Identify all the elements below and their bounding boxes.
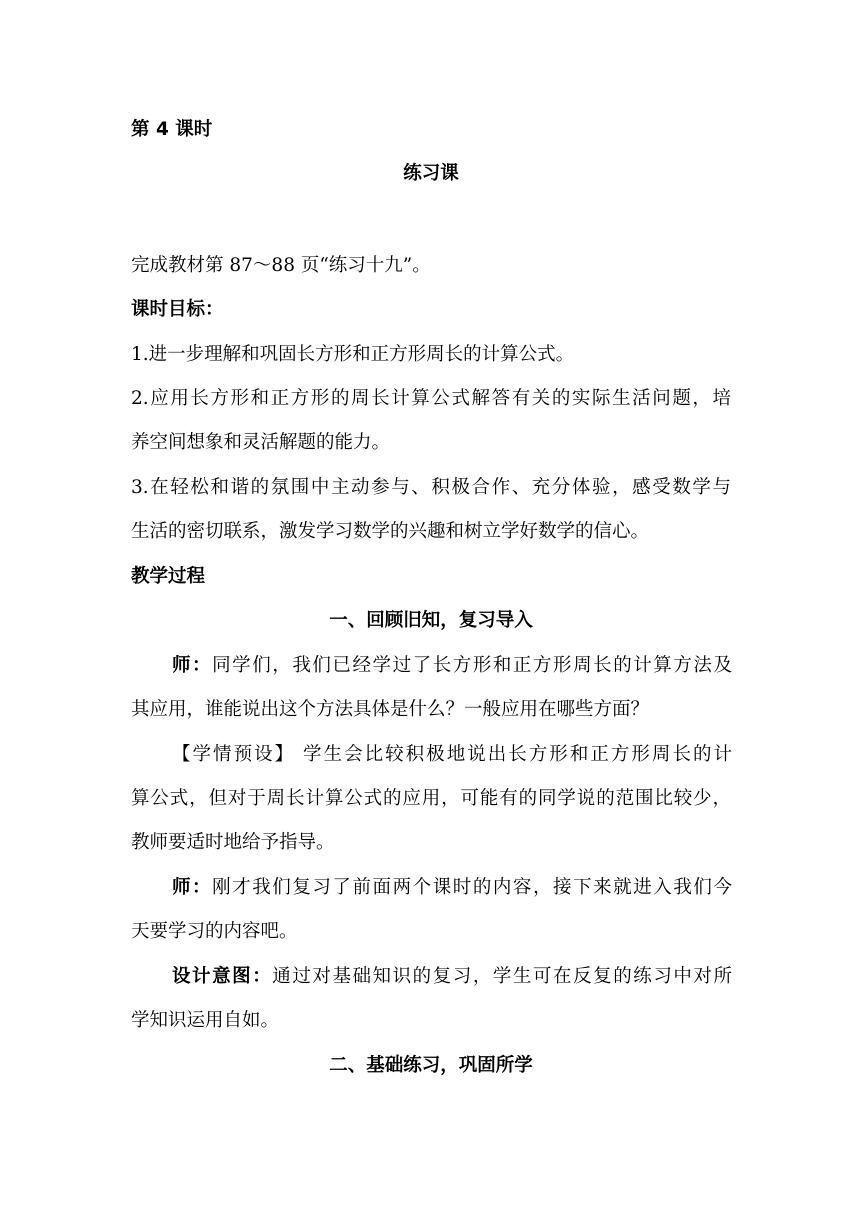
lesson-content: 完成教材第 87～88 页“练习十九”。: [131, 255, 431, 276]
teacher-text: 同学们，我们已经学过了长方形和正方形周长的计算方法及: [212, 655, 732, 676]
teacher-paragraph-2-line-1: [172, 875, 732, 901]
teacher-label: 师：: [172, 655, 213, 676]
teacher-paragraph-2-line-2: 天要学习的内容吧。: [131, 921, 298, 942]
teacher-label: 师：: [172, 877, 213, 898]
objective-item-1: 1.进一步理解和巩固长方形和正方形周长的计算公式。: [131, 344, 575, 365]
objective-item-2-line-2: 养空间想象和灵活解题的能力。: [131, 432, 391, 453]
teacher-paragraph-1-line-1: [172, 653, 732, 679]
design-label: 设计意图：: [172, 966, 273, 987]
preset-label: 【学情预设】: [172, 744, 296, 765]
lesson-title: 练习课: [403, 163, 459, 184]
preset-paragraph-line-2: 算公式，但对于周长计算公式的应用，可能有的同学说的范围比较少，: [131, 788, 731, 809]
section-1-title: 一、回顾旧知，复习导入: [329, 610, 533, 631]
teacher-text: 刚才我们复习了前面两个课时的内容，接下来就进入我们今: [212, 877, 732, 898]
preset-text: 学生会比较积极地说出长方形和正方形周长的计: [295, 744, 732, 765]
teacher-paragraph-1-line-2: 其应用，谁能说出这个方法具体是什么？一般应用在哪些方面？: [131, 699, 650, 720]
section-2-title: 二、基础练习，巩固所学: [329, 1055, 533, 1076]
design-paragraph-line-2: 学知识运用自如。: [131, 1010, 280, 1031]
design-paragraph-line-1: [172, 964, 732, 990]
lesson-number: 第 4 课时: [131, 119, 213, 140]
design-text: 通过对基础知识的复习，学生可在反复的练习中对所: [272, 966, 732, 987]
process-heading: 教学过程: [131, 566, 206, 587]
objective-item-3-line-2: 生活的密切联系，激发学习数学的兴趣和树立学好数学的信心。: [131, 521, 650, 542]
objective-item-2-line-1: 2.应用长方形和正方形的周长计算公式解答有关的实际生活问题，培: [131, 388, 731, 409]
preset-paragraph-line-1: [172, 742, 732, 768]
objectives-heading: 课时目标：: [131, 299, 224, 320]
objective-item-3-line-1: 3.在轻松和谐的氛围中主动参与、积极合作、充分体验，感受数学与: [131, 477, 731, 498]
preset-paragraph-line-3: 教师要适时地给予指导。: [131, 832, 335, 853]
